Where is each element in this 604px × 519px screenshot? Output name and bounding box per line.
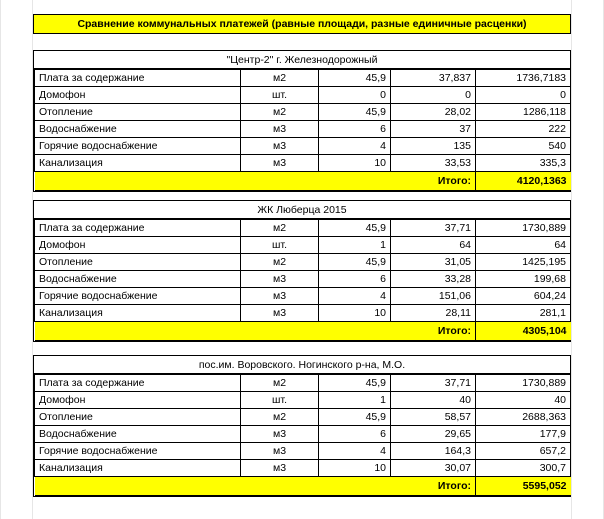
service-rate: 30,07: [391, 460, 476, 477]
table-row: [35, 237, 571, 254]
service-name: Канализация: [35, 155, 241, 172]
service-qty: 45,9: [319, 409, 391, 426]
service-unit: м3: [241, 305, 319, 322]
service-qty: 1: [319, 392, 391, 409]
service-unit: шт.: [241, 87, 319, 104]
service-qty: 45,9: [319, 70, 391, 87]
service-unit: м3: [241, 443, 319, 460]
total-row: [35, 322, 571, 341]
service-unit: м2: [241, 254, 319, 271]
service-qty: 45,9: [319, 375, 391, 392]
service-rate: 29,65: [391, 426, 476, 443]
service-rate: 64: [391, 237, 476, 254]
total-value: 4120,1363: [476, 172, 571, 191]
service-qty: 45,9: [319, 104, 391, 121]
service-unit: м3: [241, 288, 319, 305]
service-unit: м2: [241, 70, 319, 87]
service-sum: 177,9: [476, 426, 571, 443]
table-row: [35, 254, 571, 271]
service-name: Отопление: [35, 254, 241, 271]
service-unit: шт.: [241, 392, 319, 409]
service-sum: 540: [476, 138, 571, 155]
service-unit: м3: [241, 460, 319, 477]
service-name: Плата за содержание: [35, 220, 241, 237]
service-name: Домофон: [35, 237, 241, 254]
service-name: Горячие водоснабжение: [35, 138, 241, 155]
service-qty: 6: [319, 271, 391, 288]
service-sum: 199,68: [476, 271, 571, 288]
service-unit: м3: [241, 271, 319, 288]
table-row: [35, 375, 571, 392]
service-rate: 33,28: [391, 271, 476, 288]
total-label: Итого:: [35, 322, 476, 341]
service-name: Водоснабжение: [35, 426, 241, 443]
table-row: [35, 305, 571, 322]
table-row: [35, 87, 571, 104]
service-qty: 10: [319, 460, 391, 477]
service-unit: м3: [241, 138, 319, 155]
service-unit: м3: [241, 426, 319, 443]
report-title: Сравнение коммунальных платежей (равные площади, разные единичные расценки): [33, 14, 571, 34]
service-qty: 4: [319, 443, 391, 460]
service-name: Отопление: [35, 409, 241, 426]
service-qty: 1: [319, 237, 391, 254]
service-name: Плата за содержание: [35, 375, 241, 392]
service-name: Горячие водоснабжение: [35, 288, 241, 305]
total-value: 5595,052: [476, 477, 571, 496]
service-sum: 222: [476, 121, 571, 138]
service-rate: 151,06: [391, 288, 476, 305]
service-rate: 33,53: [391, 155, 476, 172]
comparison-block-3: [33, 355, 571, 497]
block-header-1: "Центр-2" г. Железнодорожный: [34, 51, 570, 69]
service-unit: шт.: [241, 237, 319, 254]
service-name: Водоснабжение: [35, 271, 241, 288]
service-rate: 28,11: [391, 305, 476, 322]
service-name: Домофон: [35, 392, 241, 409]
service-rate: 40: [391, 392, 476, 409]
table-row: [35, 426, 571, 443]
block-header-2: ЖК Люберца 2015: [34, 201, 570, 219]
service-rate: 58,57: [391, 409, 476, 426]
table-row: [35, 220, 571, 237]
service-qty: 10: [319, 155, 391, 172]
service-rate: 37,71: [391, 220, 476, 237]
service-sum: 300,7: [476, 460, 571, 477]
total-row: [35, 172, 571, 191]
service-rate: 164,3: [391, 443, 476, 460]
service-sum: 1286,118: [476, 104, 571, 121]
service-sum: 40: [476, 392, 571, 409]
table-row: [35, 460, 571, 477]
total-value: 4305,104: [476, 322, 571, 341]
service-qty: 4: [319, 138, 391, 155]
service-unit: м2: [241, 375, 319, 392]
table-row: [35, 70, 571, 87]
service-rate: 31,05: [391, 254, 476, 271]
block-header-3: пос.им. Воровского. Ногинского р-на, М.О.: [34, 356, 570, 374]
table-row: [35, 392, 571, 409]
service-sum: 1425,195: [476, 254, 571, 271]
service-rate: 37,837: [391, 70, 476, 87]
service-qty: 6: [319, 426, 391, 443]
service-name: Горячие водоснабжение: [35, 443, 241, 460]
service-rate: 135: [391, 138, 476, 155]
service-rate: 0: [391, 87, 476, 104]
service-qty: 45,9: [319, 254, 391, 271]
table-row: [35, 443, 571, 460]
tariff-table-2: [34, 219, 571, 341]
service-sum: 335,3: [476, 155, 571, 172]
table-row: [35, 409, 571, 426]
service-name: Канализация: [35, 460, 241, 477]
tariff-table-3: [34, 374, 571, 496]
service-unit: м2: [241, 220, 319, 237]
total-row: [35, 477, 571, 496]
service-sum: 1736,7183: [476, 70, 571, 87]
service-name: Канализация: [35, 305, 241, 322]
service-sum: 657,2: [476, 443, 571, 460]
service-sum: 0: [476, 87, 571, 104]
comparison-block-1: [33, 50, 571, 192]
service-unit: м3: [241, 155, 319, 172]
grid-line: [571, 0, 572, 519]
service-sum: 281,1: [476, 305, 571, 322]
service-sum: 64: [476, 237, 571, 254]
service-qty: 0: [319, 87, 391, 104]
service-sum: 2688,363: [476, 409, 571, 426]
service-name: Домофон: [35, 87, 241, 104]
table-row: [35, 271, 571, 288]
service-rate: 37: [391, 121, 476, 138]
service-unit: м2: [241, 104, 319, 121]
service-name: Отопление: [35, 104, 241, 121]
service-rate: 28,02: [391, 104, 476, 121]
service-sum: 1730,889: [476, 220, 571, 237]
service-sum: 604,24: [476, 288, 571, 305]
comparison-block-2: [33, 200, 571, 342]
grid-line: [0, 0, 1, 519]
tariff-table-1: [34, 69, 571, 191]
table-row: [35, 155, 571, 172]
service-qty: 4: [319, 288, 391, 305]
table-row: [35, 288, 571, 305]
service-qty: 6: [319, 121, 391, 138]
table-row: [35, 138, 571, 155]
service-name: Водоснабжение: [35, 121, 241, 138]
table-row: [35, 121, 571, 138]
service-rate: 37,71: [391, 375, 476, 392]
service-qty: 10: [319, 305, 391, 322]
service-sum: 1730,889: [476, 375, 571, 392]
total-label: Итого:: [35, 477, 476, 496]
service-unit: м2: [241, 409, 319, 426]
service-unit: м3: [241, 121, 319, 138]
service-name: Плата за содержание: [35, 70, 241, 87]
service-qty: 45,9: [319, 220, 391, 237]
total-label: Итого:: [35, 172, 476, 191]
table-row: [35, 104, 571, 121]
